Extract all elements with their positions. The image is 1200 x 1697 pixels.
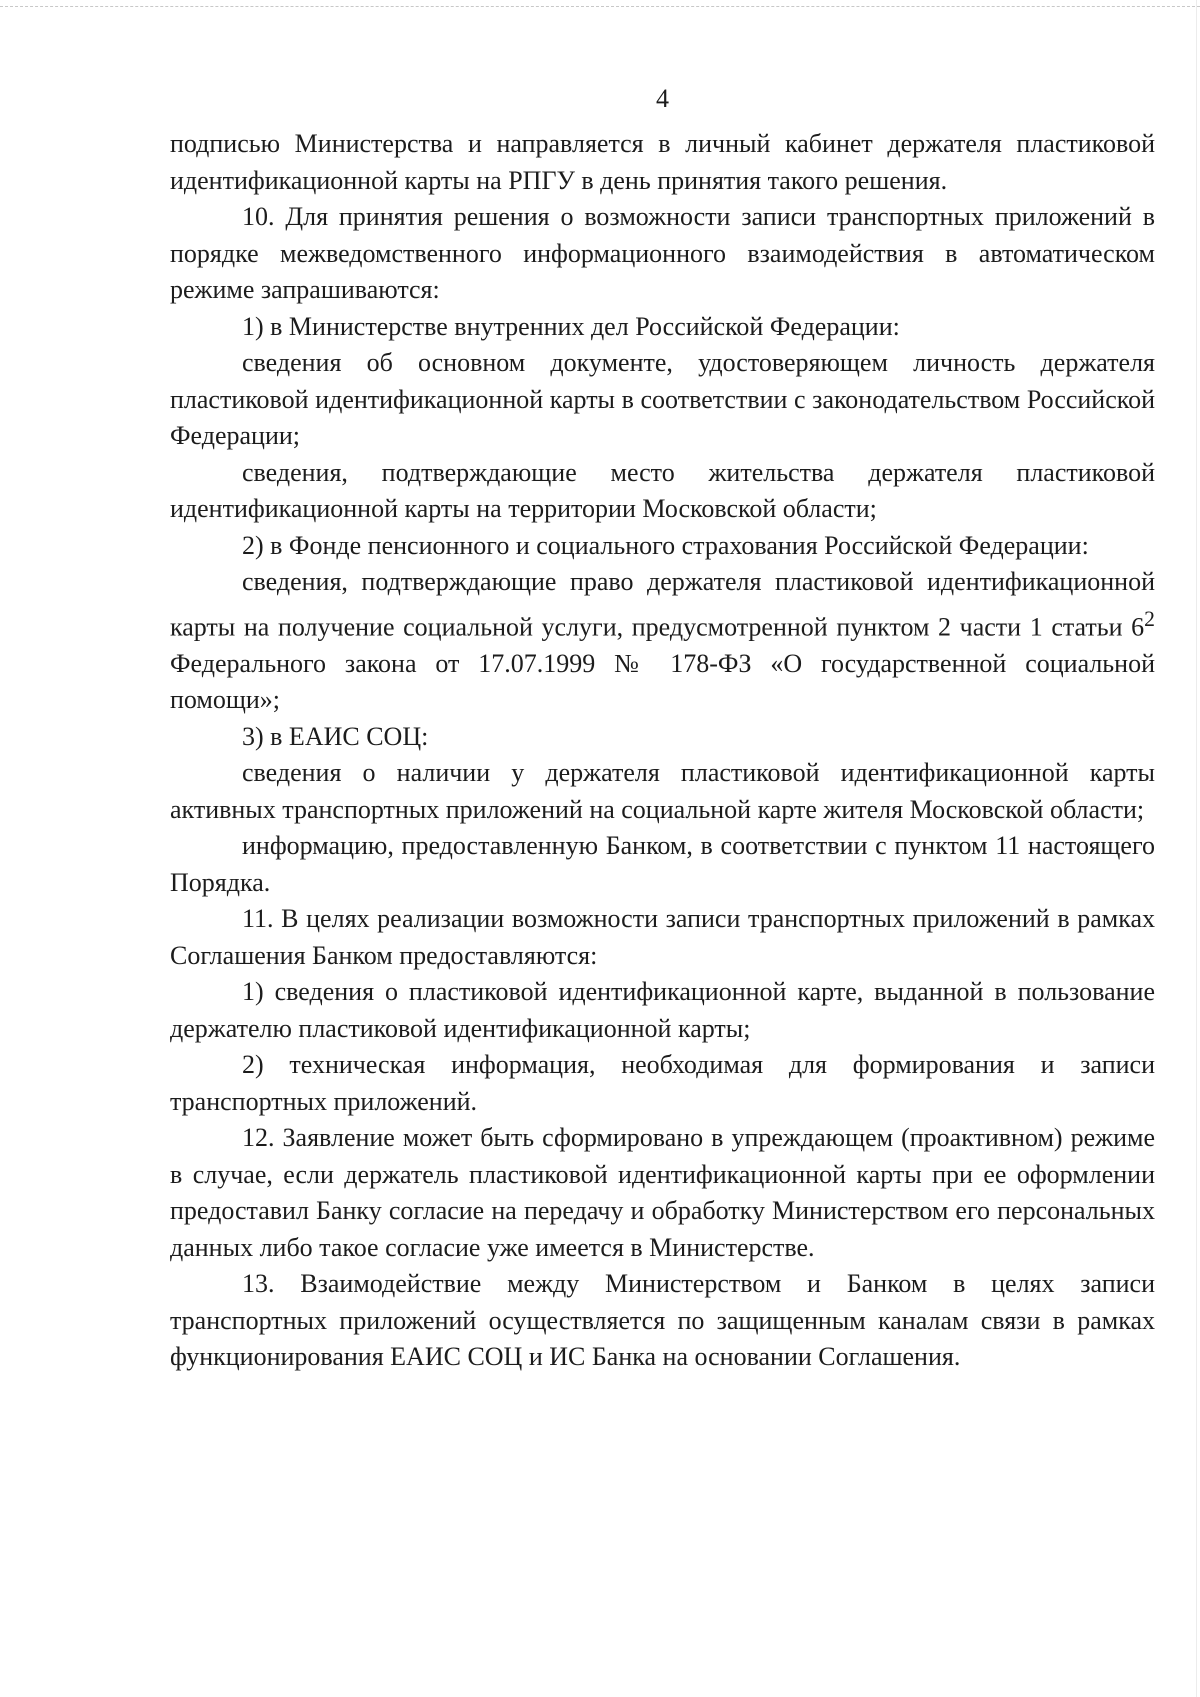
paragraph-10-item-1-identity: сведения об основном документе, удостоверяющем личность держателя пластиковой идентификационной карты в соответствии с законодательством Российской Федерации; bbox=[170, 348, 1155, 450]
paragraph-decision-notice: подписью Министерства и направляется в личный кабинет держателя пластиковой идентификационной карты на РПГУ в день принятия такого решения. bbox=[170, 129, 1155, 195]
paragraph-10: 10. Для принятия решения о возможности записи транспортных приложений в порядке межведомственного информационного взаимодействия в автоматическом режиме запрашиваются: bbox=[170, 202, 1155, 304]
document-body bbox=[170, 126, 1155, 1376]
paragraph-10-item-2-rights bbox=[170, 564, 1155, 719]
paragraph-10-item-3-bank-info: информацию, предоставленную Банком, в соответствии с пунктом 11 настоящего Порядка. bbox=[170, 831, 1155, 897]
paragraph-11-item-2: 2) техническая информация, необходимая для формирования и записи транспортных приложений. bbox=[170, 1050, 1155, 1116]
scan-edge-shadow bbox=[1196, 0, 1197, 1697]
paragraph-10-item-2: 2) в Фонде пенсионного и социального страхования Российской Федерации: bbox=[242, 530, 1089, 560]
paragraph-10-item-1: 1) в Министерстве внутренних дел Российской Федерации: bbox=[242, 311, 900, 341]
rights-text: сведения, подтверждающие право держателя пластиковой идентификационной карты на получение социальной услуги, предусмотренной пунктом 2 части 1 статьи 6 bbox=[170, 567, 1155, 642]
scan-edge-line bbox=[0, 6, 1200, 7]
paragraph-11: 11. В целях реализации возможности записи транспортных приложений в рамках Соглашения Банком предоставляются: bbox=[170, 904, 1155, 970]
page-number: 4 bbox=[656, 84, 669, 113]
paragraph-13: 13. Взаимодействие между Министерством и Банком в целях записи транспортных приложений осуществляется по защищенным каналам связи в рамках функционирования ЕАИС СОЦ и ИС Банка на основании Соглашения. bbox=[170, 1269, 1155, 1372]
paragraph-12: 12. Заявление может быть сформировано в упреждающем (проактивном) режиме в случае, если держатель пластиковой идентификационной карты при ее оформлении предоставил Банку согласие на передачу и обработку Министерством его персональных данных либо такое согласие уже имеется в Министерстве. bbox=[170, 1123, 1155, 1262]
paragraph-10-item-3: 3) в ЕАИС СОЦ: bbox=[242, 721, 429, 751]
paragraph-10-item-1-residence: сведения, подтверждающие место жительства держателя пластиковой идентификационной карты на территории Московской области; bbox=[170, 457, 1155, 523]
article-superscript: 2 bbox=[1144, 606, 1155, 631]
paragraph-10-item-3-active-apps: сведения о наличии у держателя пластиковой идентификационной карты активных транспортных приложений на социальной карте жителя Московской области; bbox=[170, 758, 1155, 824]
paragraph-11-item-1: 1) сведения о пластиковой идентификационной карте, выданной в пользование держателю пластиковой идентификационной карты; bbox=[170, 977, 1155, 1043]
rights-text-tail: Федерального закона от 17.07.1999 № 178-ФЗ «О государственной социальной помощи»; bbox=[170, 648, 1155, 715]
